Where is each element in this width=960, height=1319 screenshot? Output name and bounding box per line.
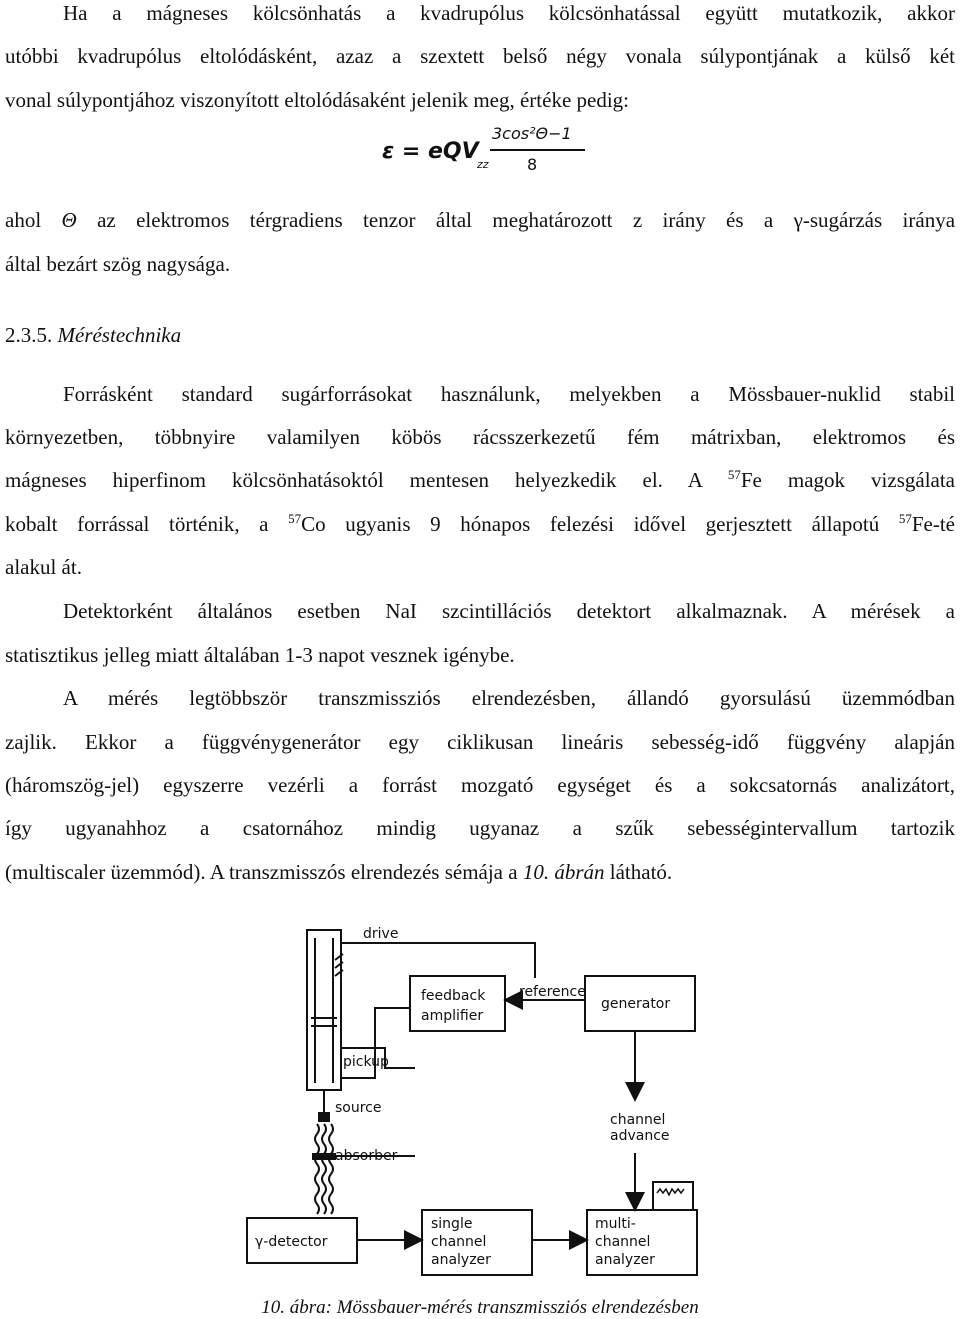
section-title: Méréstechnika	[57, 323, 182, 347]
label-generator: generator	[601, 996, 671, 1012]
label-sca-analyzer: analyzer	[431, 1252, 491, 1268]
label-drive: drive	[363, 926, 399, 942]
formula-lhs: ε = eQV	[382, 139, 479, 164]
paragraph2-pre: ahol	[5, 208, 42, 232]
quadrupole-shift-formula	[382, 124, 592, 182]
label-channel: channel	[610, 1112, 666, 1128]
formula-numerator: 3cos²Θ−1	[492, 124, 572, 143]
figure-reference: 10. ábrán	[522, 860, 605, 884]
label-mca-channel: channel	[595, 1234, 651, 1250]
figure-caption: 10. ábra: Mössbauer-mérés transzmissziós elrendezésben	[261, 1297, 699, 1318]
drive-transducer	[307, 930, 341, 1090]
label-pickup: pickup	[343, 1054, 389, 1070]
mossbauer-setup-diagram	[235, 918, 715, 1290]
label-mca-analyzer: analyzer	[595, 1252, 655, 1268]
paragraph5-line4: így ugyanahhoz a csatornához mindig ugyanaz a szűk sebességintervallum tartozik	[5, 816, 955, 840]
paragraph1-line1: Ha a mágneses kölcsönhatás a kvadrupólus kölcsönhatással együtt mutatkozik, akkor	[63, 1, 955, 25]
paragraph3-line2: környezetben, többnyire valamilyen köbös rácsszerkezetű fém mátrixban, elektromos és	[5, 425, 955, 449]
paragraph2-line1	[5, 207, 955, 233]
formula-subscript: zz	[477, 158, 489, 171]
paragraph5-line1: A mérés legtöbbször transzmissziós elrendezésben, állandó gyorsulású üzemmódban	[63, 686, 955, 710]
paragraph5-line5	[5, 859, 955, 885]
label-absorber: absorber	[335, 1148, 398, 1164]
paragraph3-line1: Forrásként standard sugárforrásokat használunk, melyekben a Mössbauer-nuklid stabil	[63, 382, 955, 406]
paragraph3-line3-post: Fe magok vizsgálata	[740, 468, 956, 492]
paragraph3-line5: alakul át.	[5, 555, 82, 579]
paragraph2-line2: által bezárt szög nagysága.	[5, 252, 231, 276]
isotope-superscript: 57	[727, 467, 741, 482]
label-feedback: feedback	[421, 988, 486, 1004]
paragraph3-line4-mid: Co ugyanis 9 hónapos felezési idővel gerjesztett állapotú	[301, 512, 880, 536]
label-source: source	[335, 1100, 382, 1116]
label-sca-single: single	[431, 1216, 473, 1232]
formula-denominator: 8	[527, 155, 538, 174]
isotope-superscript: 57	[288, 511, 302, 526]
fraction-bar	[490, 149, 585, 151]
label-reference: reference	[519, 984, 586, 1000]
paragraph2-post: az elektromos térgradiens tenzor által meghatározott z irány és a γ-sugárzás iránya	[97, 208, 956, 232]
paragraph5-line3: (háromszög-jel) egyszerre vezérli a forrást mozgató egységet és a sokcsatornás analizátort,	[5, 773, 955, 797]
paragraph5-line5-post: látható.	[609, 860, 673, 884]
section-number: 2.3.5.	[5, 323, 53, 347]
label-gamma-detector: γ-detector	[255, 1234, 328, 1250]
label-sca-channel: channel	[431, 1234, 487, 1250]
paragraph5-line2: zajlik. Ekkor a függvénygenerátor egy ciklikusan lineáris sebesség-idő függvény alapján	[5, 730, 955, 754]
label-amplifier: amplifier	[421, 1008, 484, 1024]
paragraph4-line2: statisztikus jelleg miatt általában 1-3 napot vesznek igénybe.	[5, 643, 515, 667]
paragraph3-line3	[5, 467, 955, 493]
paragraph5-line5-pre: (multiscaler üzemmód). A transzmisszós elrendezés sémája a	[5, 860, 518, 884]
label-mca-multi: multi-	[595, 1216, 636, 1232]
paragraph3-line4-post: Fe-té	[911, 512, 955, 536]
paragraph4-line1: Detektorként általános esetben NaI szcintillációs detektort alkalmaznak. A mérések a	[63, 599, 955, 623]
paragraph1-line2: utóbbi kvadrupólus eltolódásként, azaz a szextett belső négy vonala súlypontjának a külső két	[5, 44, 955, 68]
section-heading	[5, 322, 955, 348]
paragraph3-line4	[5, 511, 955, 537]
paragraph1-line3: vonal súlypontjához viszonyított eltolódásaként jelenik meg, értéke pedig:	[5, 88, 630, 112]
isotope-superscript: 57	[898, 511, 912, 526]
paragraph3-line3-pre: mágneses hiperfinom kölcsönhatásoktól mentesen helyezkedik el. A	[5, 468, 702, 492]
label-advance: advance	[610, 1128, 670, 1144]
paragraph3-line4-pre: kobalt forrással történik, a	[5, 512, 269, 536]
theta-symbol: Θ	[61, 208, 77, 232]
